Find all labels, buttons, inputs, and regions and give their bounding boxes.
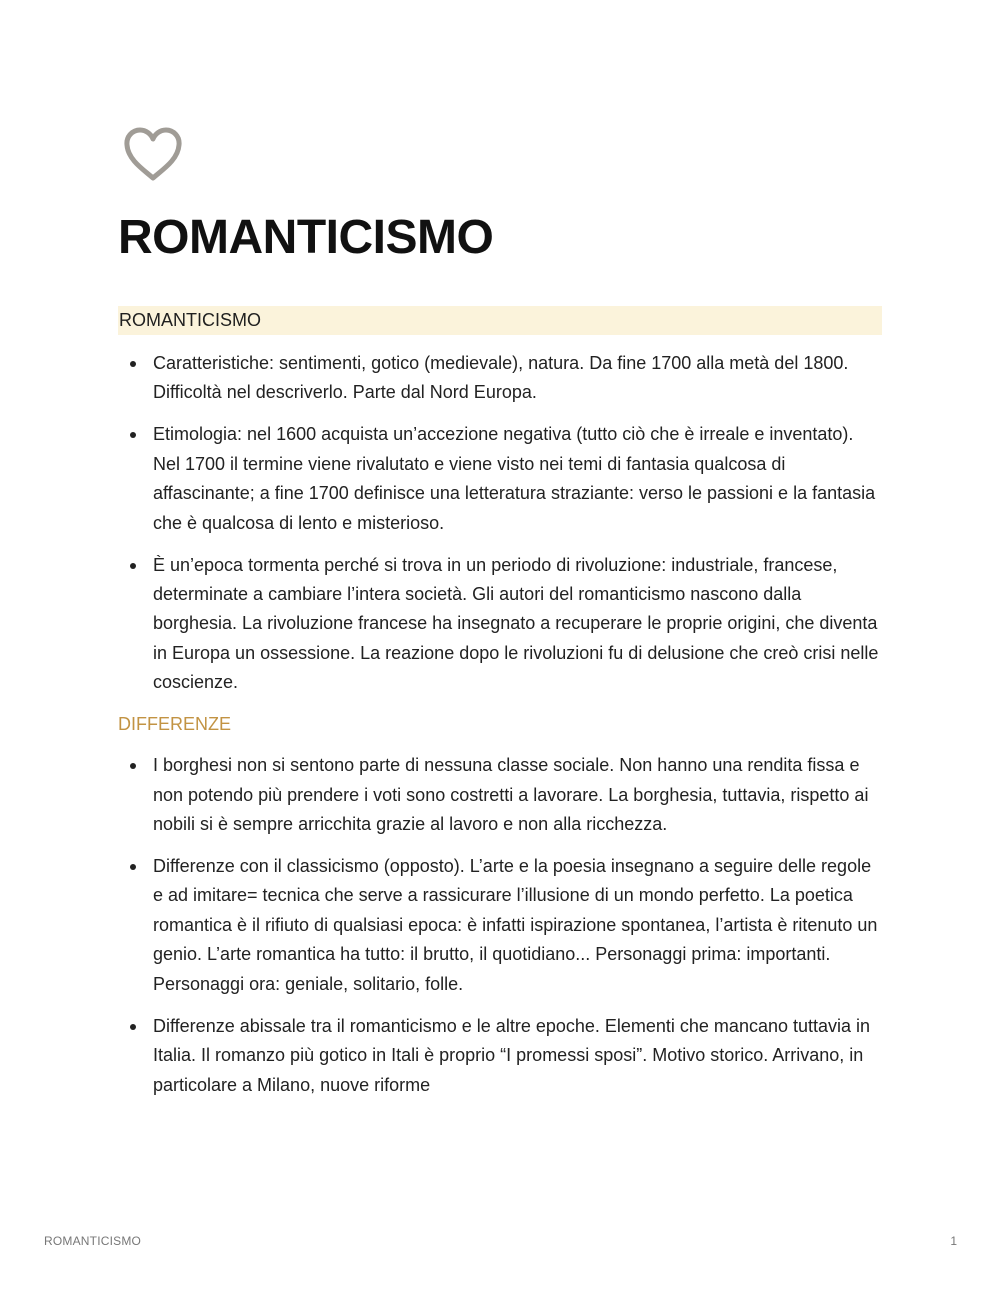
page-title: ROMANTICISMO [118, 211, 494, 264]
list-item: È un’epoca tormenta perché si trova in un periodo di rivoluzione: industriale, francese, determinate a cambiare l’intera società. Gli autori del romanticismo nascono dalla borghesia. La rivoluzione francese ha insegnato a recuperare le proprie origini, che diventa in Europa un ossessione. La reazione dopo le rivoluzioni fu di delusione che creò crisi nelle coscienze. [153, 551, 882, 698]
list-item: I borghesi non si sentono parte di nessuna classe sociale. Non hanno una rendita fissa e non potendo più prendere i voti sono costretti a lavorare. La borghesia, tuttavia, rispetto ai nobili si è sempre arricchita grazie al lavoro e non alla ricchezza. [153, 751, 882, 839]
list-item: Caratteristiche: sentimenti, gotico (medievale), natura. Da fine 1700 alla metà del 1800. Difficoltà nel descriverlo. Parte dal Nord Europa. [153, 349, 882, 408]
list-item: Differenze abissale tra il romanticismo e le altre epoche. Elementi che mancano tuttavia in Italia. Il romanzo più gotico in Itali è proprio “I promessi sposi”. Motivo storico. Arrivano, in particolare a Milano, nuove riforme [153, 1012, 882, 1100]
bullet-list-romanticismo [118, 349, 882, 698]
section-heading-romanticismo: ROMANTICISMO [118, 306, 882, 335]
section-heading-differenze: DIFFERENZE [118, 714, 232, 735]
bullet-list-differenze [118, 751, 882, 1100]
heart-outline-icon [122, 126, 184, 184]
footer-page-number: 1 [950, 1234, 957, 1248]
footer-document-title: ROMANTICISMO [44, 1234, 142, 1248]
list-item: Etimologia: nel 1600 acquista un’accezione negativa (tutto ciò che è irreale e inventato). Nel 1700 il termine viene rivalutato e viene visto nei temi di fantasia qualcosa di affascinante; a fine 1700 definisce una letteratura straziante: verso le passioni e la fantasia che è qualcosa di lento e misterioso. [153, 420, 882, 538]
page-content [118, 306, 882, 1113]
list-item: Differenze con il classicismo (opposto). L’arte e la poesia insegnano a seguire delle regole e ad imitare= tecnica che serve a rassicurare l’illusione di un mondo perfetto. La poetica romantica è il rifiuto di qualsiasi epoca: è infatti ispirazione spontanea, l’artista è ritenuto un genio. L’arte romantica ha tutto: il brutto, il quotidiano... Personaggi prima: importanti. Personaggi ora: geniale, solitario, folle. [153, 852, 882, 999]
